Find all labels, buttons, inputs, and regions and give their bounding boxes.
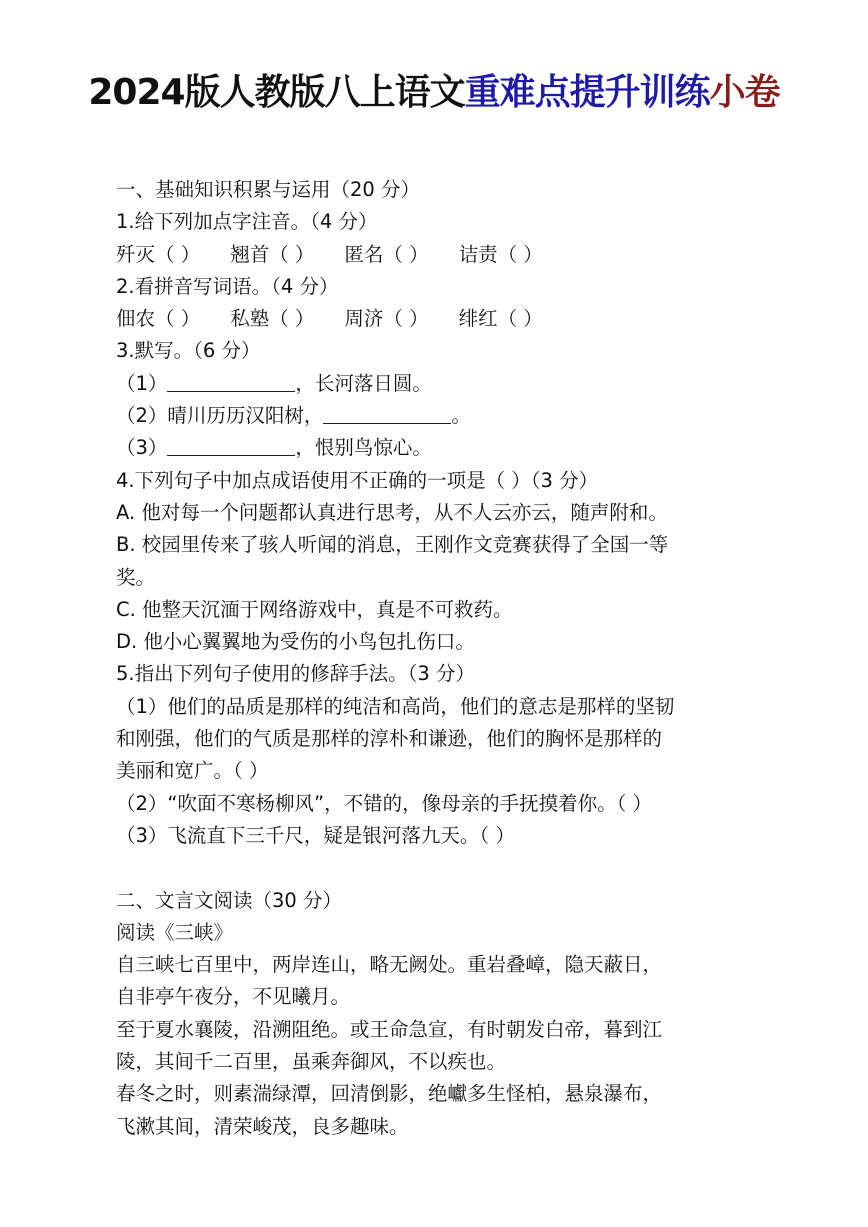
passage-paragraph-1-line-1: 自三峡七百里中，两岸连山，略无阙处。重岩叠嶂，隐天蔽日， [116,953,663,977]
q3-line-3-prefix: （3） [116,436,168,460]
q5-sentence-1-line-2: 和刚强，他们的气质是那样的淳朴和谦逊，他们的胸怀是那样的 [116,727,663,751]
title-part-red: 小卷 [709,72,780,113]
section-1-heading: 一、基础知识积累与运用（20 分） [116,178,421,201]
q3-line-1-suffix: ，长河落日圆。 [295,371,432,395]
question-1-stem: 1.给下列加点字注音。（4 分） [116,210,378,234]
question-4-stem: 4.下列句子中加点成语使用不正确的一项是（ ）（3 分） [116,468,599,492]
q1-item: 诘责（ ） [458,242,543,266]
q2-item: 私塾（ ） [230,307,315,331]
q2-item: 绯红（ ） [458,307,543,331]
question-2-stem: 2.看拼音写词语。（4 分） [116,274,339,298]
q4-option-b-line-2: 奖。 [116,565,156,589]
q4-option-b-line-1: B. 校园里传来了骇人听闻的消息，王刚作文竞赛获得了全国一等 [116,533,669,557]
q4-option-a: A. 他对每一个问题都认真进行思考，从不人云亦云，随声附和。 [116,500,668,524]
question-1-items [116,239,816,271]
q3-line-1-prefix: （1） [116,371,168,395]
page-title [0,64,868,115]
q2-item: 佃农（ ） [116,307,201,331]
title-part-black: 2024版人教版八上语文 [88,72,465,113]
q5-sentence-2: （2）“吹面不寒杨柳风”，不错的，像母亲的手抚摸着你。（ ） [116,791,653,815]
reading-title: 阅读《三峡》 [116,920,234,944]
q1-item: 匿名（ ） [344,242,429,266]
q1-item: 歼灭（ ） [116,242,201,266]
question-5-stem: 5.指出下列句子使用的修辞手法。（3 分） [116,662,475,686]
q3-line-2-suffix: 。 [451,404,471,428]
q4-option-d: D. 他小心翼翼地为受伤的小鸟包扎伤口。 [116,630,475,654]
fill-blank [323,403,451,424]
passage-paragraph-2-line-2: 陵，其间千二百里，虽乘奔御风，不以疾也。 [116,1050,507,1074]
q1-item: 翘首（ ） [230,242,315,266]
passage-paragraph-2-line-1: 至于夏水襄陵，沿溯阻绝。或王命急宣，有时朝发白帝，暮到江 [116,1017,663,1041]
question-3-stem: 3.默写。（6 分） [116,339,261,363]
q3-line-3 [116,432,816,464]
q4-option-c: C. 他整天沉湎于网络游戏中，真是不可救药。 [116,597,513,621]
q3-line-2-prefix: （2）晴川历历汉阳树， [116,404,324,428]
q5-sentence-1-line-3: 美丽和宽广。（ ） [116,759,269,783]
q5-sentence-3: （3）飞流直下三千尺，疑是银河落九天。（ ） [116,823,515,847]
fill-blank [167,371,295,392]
q3-line-2 [116,400,816,432]
title-part-blue: 重难点提升训练 [464,72,710,113]
q3-line-1 [116,368,816,400]
document-body [116,174,816,1143]
q2-item: 周济（ ） [344,307,429,331]
fill-blank [167,435,295,456]
passage-paragraph-3-line-1: 春冬之时，则素湍绿潭，回清倒影，绝巘多生怪柏，悬泉瀑布， [116,1082,663,1106]
question-2-items [116,303,816,335]
q3-line-3-suffix: ，恨别鸟惊心。 [295,436,432,460]
q5-sentence-1-line-1: （1）他们的品质是那样的纯洁和高尚，他们的意志是那样的坚韧 [116,694,675,718]
passage-paragraph-1-line-2: 自非亭午夜分，不见曦月。 [116,985,351,1009]
section-2-heading: 二、文言文阅读（30 分） [116,888,343,912]
passage-paragraph-3-line-2: 飞漱其间，清荣峻茂，良多趣味。 [116,1114,409,1138]
